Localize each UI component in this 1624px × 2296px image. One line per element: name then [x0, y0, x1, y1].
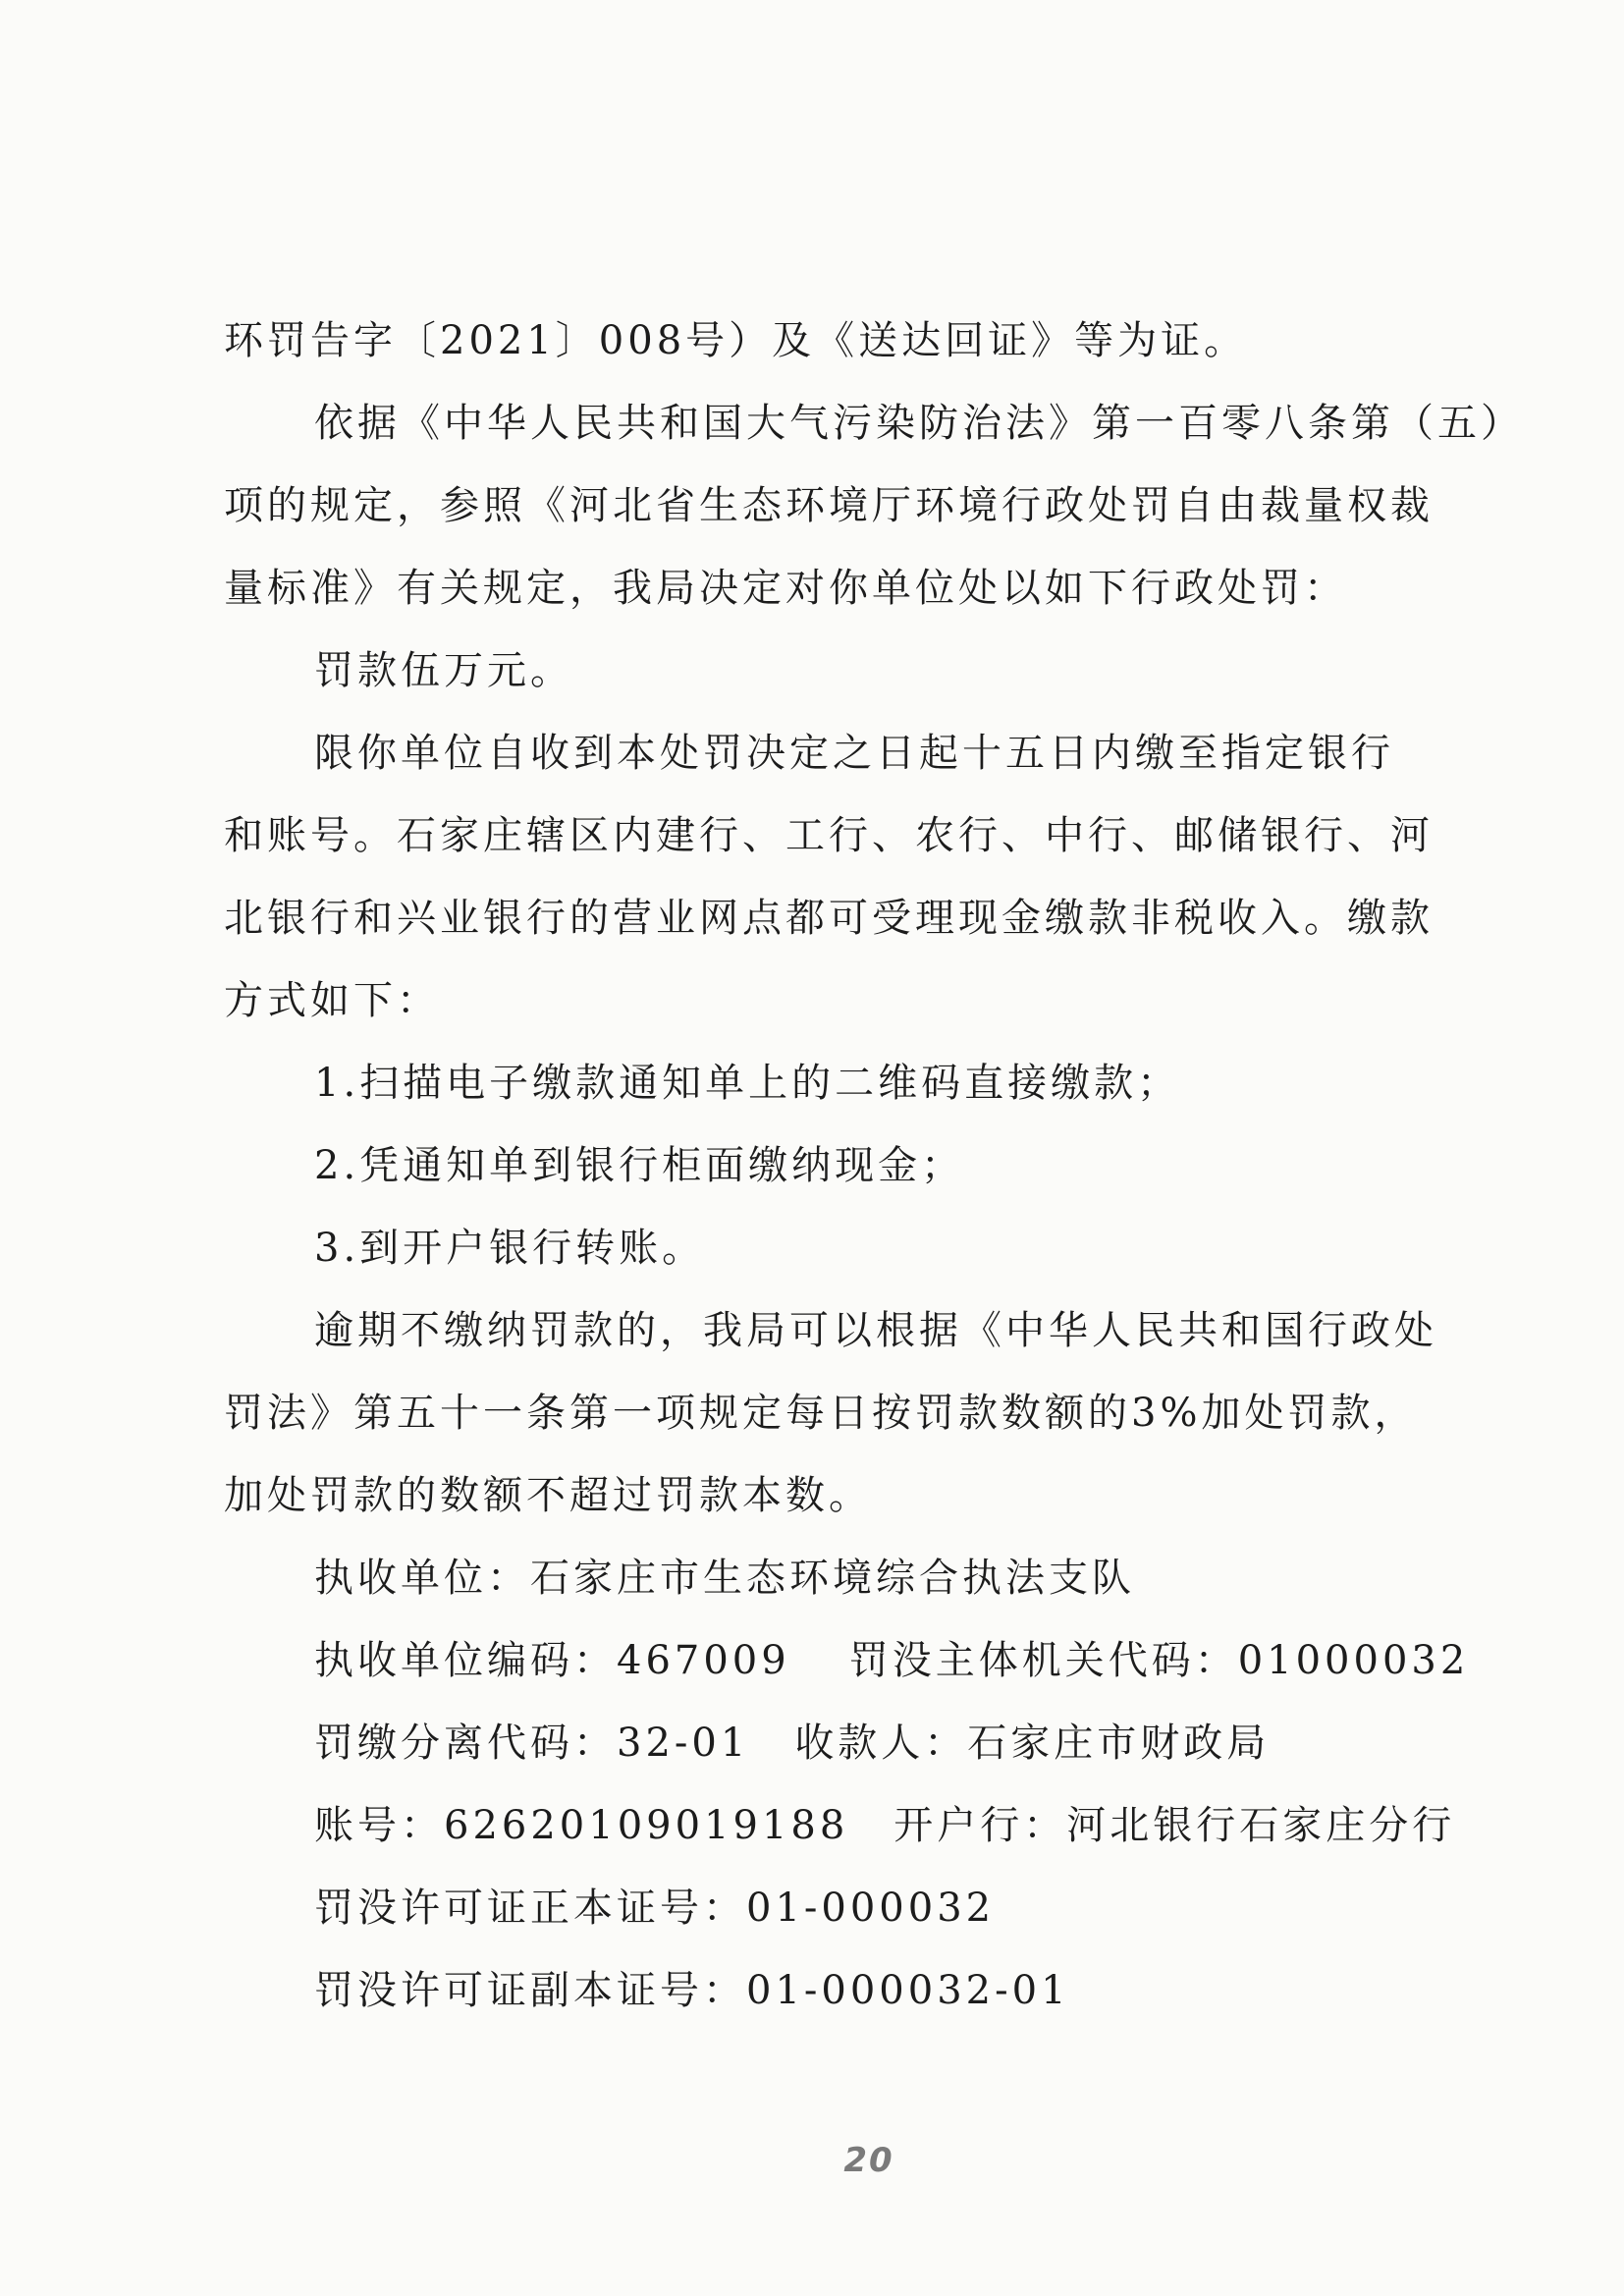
payment-info-row: [224, 1784, 1456, 1867]
text-line: 方式如下：: [224, 978, 440, 1023]
separation-code: 罚缴分离代码：32-01: [314, 1721, 750, 1766]
collecting-unit: 执收单位：石家庄市生态环境综合执法支队: [314, 1556, 1135, 1601]
page-number: 20: [843, 2141, 894, 2180]
authority-code: 罚没主体机关代码：01000032: [848, 1638, 1470, 1683]
payment-info-row: [224, 1702, 1441, 1784]
document-body: [224, 300, 1524, 2032]
license-copy: 罚没许可证副本证号：01-000032-01: [314, 1968, 1070, 2013]
payment-method-item: 2.凭通知单到银行柜面缴纳现金；: [314, 1143, 965, 1188]
text-line: 量标准》有关规定，我局决定对你单位处以如下行政处罚：: [224, 566, 1347, 611]
penalty-amount: 罚款伍万元。: [314, 648, 573, 693]
text-line: 逾期不缴纳罚款的，我局可以根据《中华人民共和国行政处: [314, 1308, 1437, 1353]
text-line: 罚法》第五十一条第一项规定每日按罚款数额的3%加处罚款，: [224, 1391, 1418, 1436]
license-original: 罚没许可证正本证号：01-000032: [314, 1886, 996, 1931]
unit-code: 执收单位编码：467009: [314, 1638, 790, 1683]
payment-info-row: [224, 1619, 1470, 1702]
payee: 收款人：石家庄市财政局: [794, 1721, 1271, 1766]
bank-name: 开户行：河北银行石家庄分行: [893, 1803, 1456, 1848]
text-line: 和账号。石家庄辖区内建行、工行、农行、中行、邮储银行、河: [224, 813, 1434, 858]
text-line: 项的规定，参照《河北省生态环境厅环境行政处罚自由裁量权裁: [224, 483, 1434, 528]
payment-method-item: 3.到开户银行转账。: [314, 1226, 706, 1271]
text-line: 北银行和兴业银行的营业网点都可受理现金缴款非税收入。缴款: [224, 896, 1434, 941]
text-line: 环罚告字〔2021〕008号）及《送达回证》等为证。: [224, 318, 1248, 363]
text-line: 依据《中华人民共和国大气污染防治法》第一百零八条第（五）: [314, 401, 1524, 446]
payment-method-item: 1.扫描电子缴款通知单上的二维码直接缴款；: [314, 1061, 1181, 1106]
account-number: 账号：62620109019188: [314, 1803, 849, 1848]
text-line: 加处罚款的数额不超过罚款本数。: [224, 1473, 872, 1518]
text-line: 限你单位自收到本处罚决定之日起十五日内缴至指定银行: [314, 731, 1394, 776]
